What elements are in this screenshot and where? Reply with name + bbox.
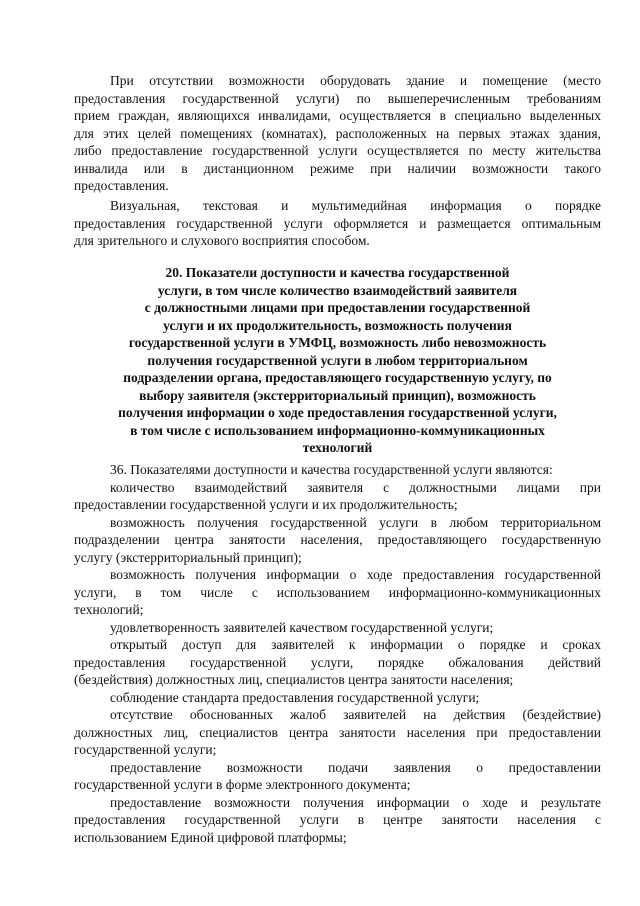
text-line: удовлетворенность заявителей качеством государственной услуги; xyxy=(110,619,494,635)
list-item xyxy=(74,689,601,707)
text-line: открытый доступ для заявителей к информации о порядке и сроках xyxy=(110,637,601,652)
heading-line: получения информации о ходе предоставления государственной услуги, xyxy=(118,405,557,420)
text-line: подразделении центра занятости населения, предоставляющего государственную xyxy=(74,532,601,547)
heading-line: технологий xyxy=(302,440,373,455)
text-line: использованием Единой цифровой платформы; xyxy=(74,829,347,845)
text-line: предоставления. xyxy=(74,178,169,193)
intro-paragraph-2 xyxy=(74,197,601,250)
list-item xyxy=(74,514,601,567)
heading-line: услуги и их продолжительность, возможность получения xyxy=(163,317,512,333)
text-line: предоставления государственной услуги оформляется и размещается оптимальным xyxy=(74,215,601,231)
text-line: инвалида или в дистанционном режиме при наличии возможности такого xyxy=(74,160,601,176)
text-line: должностных лиц, специалистов центра занятости населения при предоставлении xyxy=(74,724,601,740)
list-item xyxy=(74,636,601,689)
text-line: возможность получения информации о ходе предоставления государственной xyxy=(110,567,601,582)
heading-line: с должностными лицами при предоставлении государственной xyxy=(144,300,531,315)
text-line: предоставления государственной услуги в центре занятости населения с xyxy=(74,812,601,827)
text-line: государственной услуги в форме электронного документа; xyxy=(74,777,411,792)
text-line: для зрительного и слухового восприятия способом. xyxy=(74,233,370,248)
text-line: либо предоставление государственной услуги осуществляется по месту жительства xyxy=(74,143,601,158)
section-heading xyxy=(74,264,601,457)
text-line: отсутствие обоснованных жалоб заявителей на действия (бездействие) xyxy=(110,707,601,722)
heading-line: государственной услуги в УМФЦ, возможность либо невозможность xyxy=(128,335,547,350)
text-line: государственной услуги; xyxy=(74,742,217,757)
list-item xyxy=(74,759,601,794)
text-line: технологий; xyxy=(74,602,144,617)
text-line: Визуальная, текстовая и мультимедийная информация о порядке xyxy=(110,198,601,213)
text-line: услуги, в том числе с использованием информационно-коммуникационных xyxy=(74,584,601,600)
list-item xyxy=(74,566,601,619)
text-line: услугу (экстерриториальный принцип); xyxy=(74,549,302,565)
text-line: для этих целей помещениях (комнатах), расположенных на первых этажах здания, xyxy=(74,125,601,141)
intro-paragraph-1 xyxy=(74,72,601,195)
text-line: предоставления государственной услуги) по вышеперечисленным требованиям xyxy=(74,90,601,106)
heading-line: выбору заявителя (экстерриториальный принцип), возможность xyxy=(139,387,536,403)
list-item xyxy=(74,706,601,759)
list-item xyxy=(74,794,601,847)
heading-line: подразделении органа, предоставляющего государственную услугу, по xyxy=(123,370,552,385)
heading-line: в том числе с использованием информационно-коммуникационных xyxy=(130,422,545,438)
text-line: предоставления государственной услуги, порядке обжалования действий xyxy=(74,654,601,670)
list-item xyxy=(74,479,601,514)
text-line: предоставление возможности получения информации о ходе и результате xyxy=(110,794,601,810)
text-line: прием граждан, являющихся инвалидами, осуществляется в специально выделенных xyxy=(74,108,601,123)
list-item xyxy=(74,619,601,637)
text-line: (бездействия) должностных лиц, специалистов центра занятости населения; xyxy=(74,672,514,687)
heading-line: получения государственной услуги в любом территориальном xyxy=(147,352,528,368)
text-line: При отсутствии возможности оборудовать здание и помещение (место xyxy=(110,73,601,88)
heading-line: 20. Показатели доступности и качества государственной xyxy=(165,265,510,280)
heading-line: услуги, в том числе количество взаимодействий заявителя xyxy=(157,282,518,298)
item-36-intro: 36. Показателями доступности и качества государственной услуги являются: xyxy=(110,462,553,477)
text-line: возможность получения государственной услуги в любом территориальном xyxy=(110,514,601,530)
item-36 xyxy=(74,461,601,846)
text-line: предоставлении государственной услуги и их продолжительность; xyxy=(74,497,458,512)
text-line: количество взаимодействий заявителя с должностными лицами при xyxy=(110,479,601,495)
text-line: предоставление возможности подачи заявления о предоставлении xyxy=(110,759,601,775)
text-line: соблюдение стандарта предоставления государственной услуги; xyxy=(110,689,480,705)
